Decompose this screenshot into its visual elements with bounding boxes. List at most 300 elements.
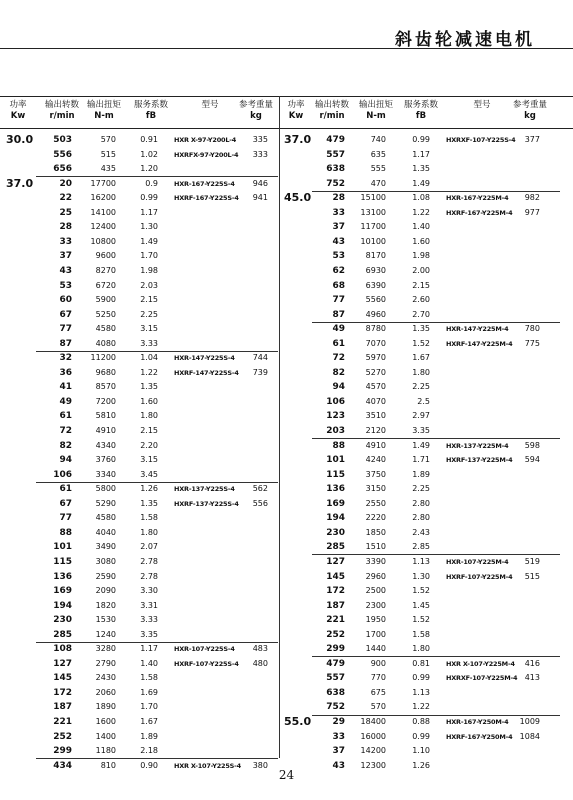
speed-cell: 49 [59, 396, 72, 407]
speed-cell: 172 [53, 687, 72, 698]
table-row [0, 279, 573, 293]
torque-cell: 14200 [360, 746, 386, 756]
torque-cell: 13100 [360, 207, 386, 217]
torque-cell: 9600 [95, 251, 116, 261]
table-row [0, 206, 573, 220]
service-factor-cell: 2.43 [412, 527, 430, 537]
service-factor-cell: 1.35 [412, 164, 430, 174]
weight-cell: 1084 [519, 731, 540, 741]
service-factor-cell: 1.80 [140, 527, 158, 537]
speed-cell: 87 [332, 309, 345, 320]
torque-cell: 3280 [95, 644, 116, 654]
torque-cell: 16200 [90, 193, 116, 203]
model-cell: HXRF-167-Y225S-4 [174, 194, 239, 203]
service-factor-cell: 1.52 [412, 615, 430, 625]
weight-cell: 380 [252, 760, 268, 770]
torque-cell: 9680 [95, 367, 116, 377]
service-factor-cell: 1.35 [140, 382, 158, 392]
model-cell: HXR-147-Y225M-4 [446, 325, 509, 334]
torque-cell: 3080 [95, 556, 116, 566]
speed-cell: 82 [59, 440, 72, 451]
torque-cell: 8780 [365, 324, 386, 334]
header-bottom-rule [0, 128, 573, 129]
table-row [0, 148, 573, 162]
torque-cell: 4910 [95, 426, 116, 435]
table-row [0, 439, 573, 453]
torque-cell: 900 [370, 658, 386, 668]
service-factor-cell: 1.70 [140, 251, 158, 261]
torque-cell: 1820 [95, 600, 116, 610]
service-factor-cell: 3.35 [140, 629, 158, 639]
torque-cell: 4040 [95, 527, 116, 537]
weight-cell: 562 [252, 484, 268, 494]
service-factor-cell: 2.15 [140, 426, 158, 435]
service-factor-cell: 2.07 [140, 542, 158, 552]
speed-cell: 221 [53, 717, 72, 727]
header-model: 型号 [201, 100, 219, 110]
torque-cell: 3150 [365, 484, 386, 494]
speed-cell: 115 [53, 556, 72, 567]
service-factor-cell: 1.35 [412, 324, 430, 334]
service-factor-cell: 2.20 [140, 440, 158, 450]
speed-cell: 62 [332, 265, 345, 276]
header-weight-right: 参考重量 kg [512, 100, 547, 121]
speed-cell: 88 [59, 527, 72, 538]
speed-cell: 127 [326, 556, 345, 567]
service-factor-cell: 1.58 [140, 513, 158, 523]
model-cell: HXR-107-Y225S-4 [174, 645, 235, 654]
model-cell: HXR-107-Y225M-4 [446, 557, 509, 566]
table-row [0, 220, 573, 234]
service-factor-cell: 3.45 [140, 469, 158, 479]
torque-cell: 5800 [95, 484, 116, 494]
torque-cell: 1850 [365, 527, 386, 537]
service-factor-cell: 3.30 [140, 586, 158, 596]
service-factor-cell: 1.60 [412, 236, 430, 246]
service-factor-cell: 1.69 [140, 687, 158, 697]
torque-cell: 5900 [95, 295, 116, 305]
torque-cell: 3390 [365, 556, 386, 566]
table-row [0, 700, 573, 714]
service-factor-cell: 1.17 [412, 149, 430, 159]
speed-cell: 72 [59, 426, 72, 436]
speed-cell: 557 [326, 149, 345, 160]
torque-cell: 2430 [95, 673, 116, 683]
torque-cell: 18400 [360, 717, 386, 726]
torque-cell: 11200 [90, 353, 116, 363]
model-cell: HXR-137-Y225S-4 [174, 485, 235, 494]
weight-cell: 1009 [519, 717, 540, 726]
power-cell: 55.0 [284, 715, 312, 728]
service-factor-cell: 0.90 [140, 760, 158, 770]
speed-cell: 87 [59, 338, 72, 349]
torque-cell: 4570 [365, 382, 386, 392]
speed-cell: 299 [326, 644, 345, 655]
torque-cell: 16000 [360, 731, 386, 741]
torque-cell: 2590 [95, 571, 116, 581]
power-cell: 37.0 [6, 176, 34, 190]
service-factor-cell: 2.25 [412, 484, 430, 494]
speed-cell: 187 [326, 600, 345, 611]
model-cell: HXR X-97-Y200L-4 [174, 136, 237, 144]
model-cell: HXRF-107-Y225S-4 [174, 659, 239, 668]
speed-cell: 108 [53, 644, 72, 655]
speed-cell: 20 [59, 178, 72, 189]
torque-cell: 4070 [365, 396, 386, 406]
speed-cell: 33 [332, 207, 345, 218]
service-factor-cell: 1.71 [412, 455, 430, 465]
torque-cell: 6720 [95, 280, 116, 290]
torque-cell: 6390 [365, 280, 386, 290]
speed-cell: 127 [53, 658, 72, 669]
service-factor-cell: 2.85 [412, 542, 430, 552]
service-factor-cell: 1.17 [140, 644, 158, 654]
torque-cell: 2960 [365, 571, 386, 581]
torque-cell: 770 [370, 673, 386, 683]
speed-cell: 752 [326, 702, 345, 713]
weight-cell: 335 [252, 135, 268, 144]
model-cell: HXRFX-97-Y200L-4 [174, 150, 239, 159]
speed-cell: 28 [59, 222, 72, 233]
torque-cell: 810 [100, 760, 116, 770]
torque-cell: 4960 [365, 309, 386, 319]
power-cell: 30.0 [6, 133, 34, 146]
speed-cell: 638 [326, 687, 345, 698]
torque-cell: 1600 [95, 717, 116, 726]
model-cell: HXRF-107-Y225M-4 [446, 572, 513, 581]
table-row [0, 351, 573, 365]
table-row [0, 686, 573, 700]
torque-cell: 12400 [90, 222, 116, 232]
speed-cell: 32 [59, 353, 72, 364]
torque-cell: 570 [100, 135, 116, 144]
model-cell: HXR-137-Y225M-4 [446, 441, 509, 450]
table-row [0, 337, 573, 351]
speed-cell: 115 [326, 469, 345, 480]
speed-cell: 67 [59, 309, 72, 320]
service-factor-cell: 0.88 [412, 717, 430, 726]
service-factor-cell: 0.99 [140, 193, 158, 203]
service-factor-cell: 1.49 [412, 440, 430, 450]
speed-cell: 61 [332, 338, 345, 349]
table-row [0, 249, 573, 263]
service-factor-cell: 2.78 [140, 556, 158, 566]
table-row [0, 468, 573, 482]
service-factor-cell: 3.33 [140, 615, 158, 625]
model-cell: HXR X-107-Y225M-4 [446, 659, 515, 668]
service-factor-cell: 1.30 [140, 222, 158, 232]
weight-cell: 780 [524, 324, 540, 334]
speed-cell: 33 [59, 236, 72, 247]
weight-cell: 982 [524, 193, 540, 203]
torque-cell: 4340 [95, 440, 116, 450]
torque-cell: 515 [100, 149, 116, 159]
torque-cell: 635 [370, 149, 386, 159]
torque-cell: 4240 [365, 455, 386, 465]
weight-cell: 556 [252, 498, 268, 508]
model-cell: HXR-167-Y225M-4 [446, 194, 509, 203]
speed-cell: 43 [59, 265, 72, 276]
service-factor-cell: 3.15 [140, 455, 158, 465]
speed-cell: 60 [59, 295, 72, 306]
torque-cell: 4580 [95, 324, 116, 334]
weight-cell: 333 [252, 149, 268, 159]
torque-cell: 2500 [365, 586, 386, 596]
service-factor-cell: 1.22 [412, 702, 430, 712]
service-factor-cell: 1.52 [412, 586, 430, 596]
table-row [0, 409, 573, 423]
service-factor-cell: 1.10 [412, 746, 430, 756]
torque-cell: 1700 [365, 629, 386, 639]
weight-cell: 515 [524, 571, 540, 581]
model-cell: HXR-167-Y225S-4 [174, 179, 235, 188]
speed-cell: 101 [326, 455, 345, 466]
speed-cell: 77 [332, 295, 345, 306]
torque-cell: 7200 [95, 396, 116, 406]
torque-cell: 8170 [365, 251, 386, 261]
service-factor-cell: 3.35 [412, 426, 430, 435]
table-row [0, 715, 573, 729]
torque-cell: 8570 [95, 382, 116, 392]
weight-cell: 775 [524, 338, 540, 348]
service-factor-cell: 2.15 [412, 280, 430, 290]
table-row [0, 293, 573, 307]
table-row [0, 235, 573, 249]
service-factor-cell: 1.20 [140, 164, 158, 174]
service-factor-cell: 3.33 [140, 338, 158, 348]
service-factor-cell: 0.99 [412, 135, 430, 144]
service-factor-cell: 2.60 [412, 295, 430, 305]
service-factor-cell: 1.58 [412, 629, 430, 639]
table-row [0, 526, 573, 540]
service-factor-cell: 2.78 [140, 571, 158, 581]
service-factor-cell: 0.99 [412, 731, 430, 741]
speed-cell: 28 [332, 193, 345, 204]
speed-cell: 82 [332, 367, 345, 378]
torque-cell: 2220 [365, 513, 386, 523]
service-factor-cell: 1.26 [140, 484, 158, 494]
speed-cell: 285 [326, 542, 345, 553]
service-factor-cell: 1.13 [412, 687, 430, 697]
model-cell: HXR-147-Y225S-4 [174, 354, 235, 363]
torque-cell: 2790 [95, 658, 116, 668]
service-factor-cell: 1.70 [140, 702, 158, 712]
speed-cell: 136 [326, 484, 345, 495]
service-factor-cell: 1.35 [140, 498, 158, 508]
torque-cell: 3760 [95, 455, 116, 465]
model-cell: HXRF-167-Y225M-4 [446, 208, 513, 217]
service-factor-cell: 2.18 [140, 746, 158, 756]
speed-cell: 37 [59, 251, 72, 262]
weight-cell: 480 [252, 658, 268, 668]
torque-cell: 10100 [360, 236, 386, 246]
torque-cell: 1240 [95, 629, 116, 639]
service-factor-cell: 1.13 [412, 556, 430, 566]
service-factor-cell: 1.80 [140, 411, 158, 421]
torque-cell: 740 [370, 135, 386, 144]
service-factor-cell: 2.97 [412, 411, 430, 421]
torque-cell: 7070 [365, 338, 386, 348]
speed-cell: 61 [59, 484, 72, 495]
speed-cell: 187 [53, 702, 72, 713]
service-factor-cell: 2.70 [412, 309, 430, 319]
service-factor-cell: 1.22 [412, 207, 430, 217]
torque-cell: 470 [370, 178, 386, 188]
speed-cell: 136 [53, 571, 72, 582]
speed-cell: 53 [332, 251, 345, 262]
torque-cell: 3510 [365, 411, 386, 421]
speed-cell: 194 [53, 600, 72, 611]
weight-cell: 483 [252, 644, 268, 654]
speed-cell: 252 [53, 731, 72, 742]
torque-cell: 12300 [360, 760, 386, 770]
header-power-right: 功率 Kw [287, 100, 305, 121]
service-factor-cell: 1.40 [412, 222, 430, 232]
weight-cell: 744 [252, 353, 268, 363]
service-factor-cell: 1.80 [412, 644, 430, 654]
torque-cell: 8270 [95, 265, 116, 275]
service-factor-cell: 1.49 [140, 236, 158, 246]
torque-cell: 1530 [95, 615, 116, 625]
speed-cell: 203 [326, 426, 345, 436]
speed-cell: 285 [53, 629, 72, 640]
speed-cell: 106 [53, 469, 72, 480]
speed-cell: 101 [53, 542, 72, 553]
table-row [0, 744, 573, 758]
torque-cell: 5270 [365, 367, 386, 377]
weight-cell: 416 [524, 658, 540, 668]
speed-cell: 169 [326, 498, 345, 509]
speed-cell: 53 [59, 280, 72, 291]
torque-cell: 6930 [365, 265, 386, 275]
service-factor-cell: 3.15 [140, 324, 158, 334]
service-factor-cell: 1.60 [140, 396, 158, 406]
speed-cell: 479 [326, 658, 345, 669]
page-title: 斜齿轮减速电机 [395, 30, 535, 50]
table-row [0, 671, 573, 685]
table-row [0, 657, 573, 671]
speed-cell: 36 [59, 367, 72, 378]
torque-cell: 435 [100, 164, 116, 174]
service-factor-cell: 1.45 [412, 600, 430, 610]
speed-cell: 230 [53, 615, 72, 626]
table-row [0, 264, 573, 278]
service-factor-cell: 2.00 [412, 265, 430, 275]
weight-cell: 739 [252, 367, 268, 377]
torque-cell: 1440 [365, 644, 386, 654]
speed-cell: 94 [59, 455, 72, 466]
torque-cell: 3340 [95, 469, 116, 479]
header-top-rule [0, 96, 573, 97]
speed-cell: 556 [53, 149, 72, 160]
torque-cell: 4080 [95, 338, 116, 348]
torque-cell: 1400 [95, 731, 116, 741]
service-factor-cell: 1.67 [412, 353, 430, 363]
speed-cell: 656 [53, 164, 72, 175]
table-row [0, 584, 573, 598]
speed-cell: 68 [332, 280, 345, 291]
weight-cell: 519 [524, 556, 540, 566]
torque-cell: 675 [370, 687, 386, 697]
torque-cell: 3490 [95, 542, 116, 552]
speed-cell: 61 [59, 411, 72, 422]
service-factor-cell: 1.89 [412, 469, 430, 479]
torque-cell: 1950 [365, 615, 386, 625]
header-torque-right: 输出扭矩 N-m [358, 100, 393, 121]
speed-cell: 194 [326, 513, 345, 524]
table-row [0, 613, 573, 627]
weight-cell: 977 [524, 207, 540, 217]
service-factor-cell: 3.31 [140, 600, 158, 610]
service-factor-cell: 1.67 [140, 717, 158, 726]
service-factor-cell: 1.52 [412, 338, 430, 348]
table-row [0, 570, 573, 584]
model-cell: HXRF-167-Y250M-4 [446, 732, 513, 741]
table-row [0, 555, 573, 569]
table-row [0, 424, 573, 438]
model-cell: HXRF-137-Y225M-4 [446, 456, 513, 465]
speed-cell: 33 [332, 731, 345, 742]
table-row [0, 628, 573, 642]
torque-cell: 1890 [95, 702, 116, 712]
model-cell: HXR X-107-Y225S-4 [174, 761, 241, 770]
torque-cell: 5290 [95, 498, 116, 508]
speed-cell: 557 [326, 673, 345, 684]
torque-cell: 1180 [95, 746, 116, 756]
table-row [0, 599, 573, 613]
speed-cell: 503 [53, 135, 72, 145]
torque-cell: 570 [370, 702, 386, 712]
table-row [0, 380, 573, 394]
torque-cell: 2120 [365, 426, 386, 435]
service-factor-cell: 0.99 [412, 673, 430, 683]
speed-cell: 230 [326, 527, 345, 538]
table-row [0, 453, 573, 467]
speed-cell: 72 [332, 353, 345, 364]
speed-cell: 252 [326, 629, 345, 640]
speed-cell: 123 [326, 411, 345, 422]
table-row [0, 395, 573, 409]
speed-cell: 43 [332, 760, 345, 771]
torque-cell: 10800 [90, 236, 116, 246]
service-factor-cell: 2.15 [140, 295, 158, 305]
torque-cell: 555 [370, 164, 386, 174]
power-cell: 37.0 [284, 133, 312, 146]
speed-cell: 77 [59, 324, 72, 335]
service-factor-cell: 1.04 [140, 353, 158, 363]
weight-cell: 946 [252, 178, 268, 188]
speed-cell: 29 [332, 717, 345, 727]
model-cell: HXRF-137-Y225S-4 [174, 499, 239, 508]
model-cell: HXRF-147-Y225S-4 [174, 368, 239, 377]
table-row [0, 642, 573, 656]
header-speed-right: 输出转数 r/min [314, 100, 349, 121]
weight-cell: 377 [524, 135, 540, 144]
speed-cell: 145 [326, 571, 345, 582]
speed-cell: 37 [332, 222, 345, 233]
service-factor-cell: 2.03 [140, 280, 158, 290]
service-factor-cell: 1.17 [140, 207, 158, 217]
table-row [0, 511, 573, 525]
service-factor-cell: 2.5 [417, 396, 430, 406]
header-weight: 参考重量 kg [238, 100, 273, 121]
torque-cell: 11700 [360, 222, 386, 232]
torque-cell: 3750 [365, 469, 386, 479]
speed-cell: 25 [59, 207, 72, 218]
weight-cell: 594 [524, 455, 540, 465]
page-number: 24 [278, 768, 295, 782]
table-row [0, 133, 573, 147]
